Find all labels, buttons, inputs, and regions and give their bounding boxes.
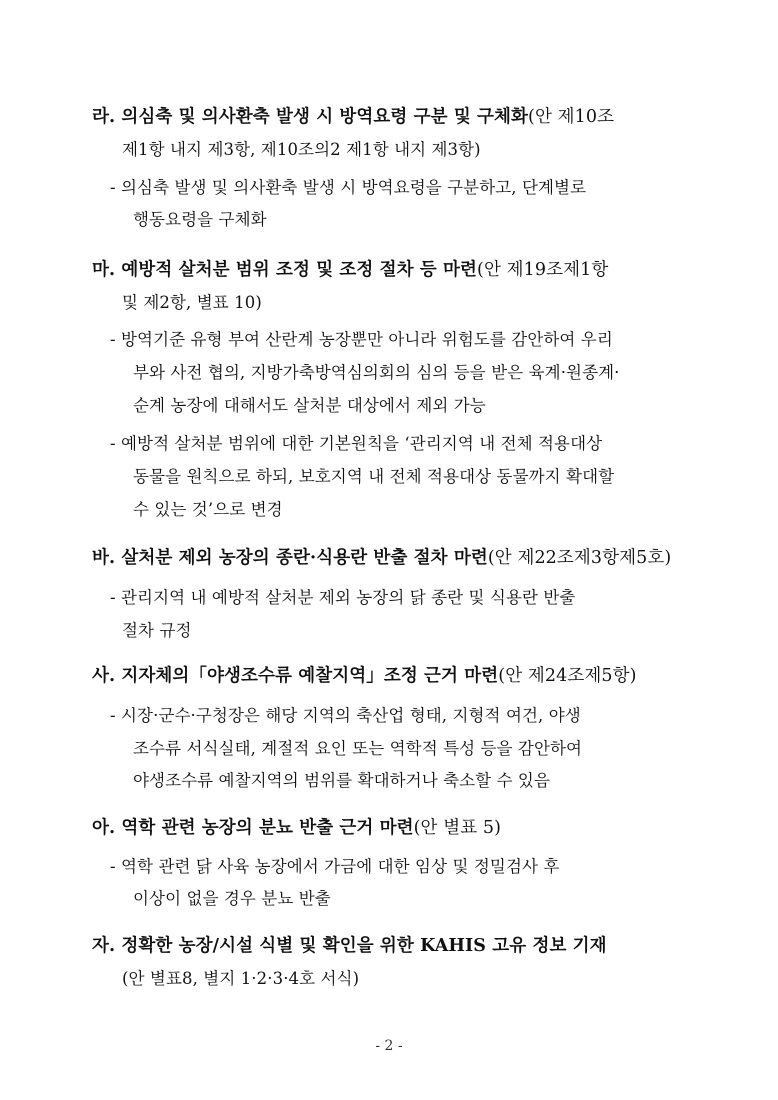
heading-title: 마. 예방적 살처분 범위 조정 및 조정 절차 등 마련	[92, 260, 478, 280]
heading-continuation: 제1항 내지 제3항, 제10조의2 제1항 내지 제3항)	[122, 140, 481, 159]
heading-title: 아. 역학 관련 농장의 분뇨 반출 근거 마련	[92, 818, 414, 838]
heading-title: 자. 정확한 농장/시설 식별 및 확인을 위한 KAHIS 고유 정보 기재	[92, 936, 607, 956]
bullet-line: 수 있는 것’으로 변경	[133, 500, 283, 519]
heading-title: 사. 지자체의「야생조수류 예찰지역」조정 근거 마련	[92, 666, 499, 686]
heading-title: 바. 살처분 제외 농장의 종란·식용란 반출 절차 마련	[92, 548, 488, 568]
bullet-line: - 방역기준 유형 부여 산란계 농장뿐만 아니라 위험도를 감안하여 우리	[110, 330, 613, 349]
bullet-line: - 역학 관련 닭 사육 농장에서 가금에 대한 임상 및 정밀검사 후	[110, 857, 560, 876]
section-heading-ba	[92, 546, 671, 570]
bullet-line: 야생조수류 예찰지역의 범위를 확대하거나 축소할 수 있음	[133, 771, 551, 790]
bullet-line: 동물을 원칙으로 하되, 보호지역 내 전체 적용대상 동물까지 확대할	[133, 467, 615, 486]
bullet-line: 부와 사전 협의, 지방가축방역심의회의 심의 등을 받은 육계·원종계·	[133, 363, 620, 382]
bullet-line: - 의심축 발생 및 의사환축 발생 시 방역요령을 구분하고, 단계별로	[110, 178, 587, 197]
heading-reference: (안 제22조제3항제5호)	[487, 548, 672, 568]
bullet-line: - 관리지역 내 예방적 살처분 제외 농장의 닭 종란 및 식용란 반출	[110, 588, 576, 607]
heading-reference: (안 제10조	[528, 107, 615, 127]
bullet-line: 절차 규정	[122, 621, 192, 640]
heading-reference: (안 제24조제5항)	[498, 666, 637, 686]
bullet-line: 순계 농장에 대해서도 살처분 대상에서 제외 가능	[133, 396, 486, 415]
section-heading-sa	[92, 664, 637, 688]
bullet-line: 이상이 없을 경우 분뇨 반출	[133, 889, 331, 908]
page-number: - 2 -	[375, 1038, 403, 1054]
heading-reference: (안 제19조제1항	[477, 260, 609, 280]
section-heading-ma	[92, 258, 608, 282]
heading-continuation: (안 별표8, 별지 1·2·3·4호 서식)	[122, 969, 360, 988]
heading-reference: (안 별표 5)	[413, 818, 502, 838]
heading-title: 라. 의심축 및 의사환축 발생 시 방역요령 구분 및 구체화	[92, 107, 529, 127]
bullet-line: 행동요령을 구체화	[133, 210, 267, 229]
bullet-line: - 시장·군수·구청장은 해당 지역의 축산업 형태, 지형적 여건, 야생	[110, 706, 581, 725]
section-heading-a	[92, 816, 501, 840]
heading-continuation: 및 제2항, 별표 10)	[122, 293, 262, 312]
section-heading-ja	[92, 934, 607, 958]
bullet-line: - 예방적 살처분 범위에 대한 기본원칙을 ‘관리지역 내 전체 적용대상	[110, 434, 603, 453]
bullet-line: 조수류 서식실태, 계절적 요인 또는 역학적 특성 등을 감안하여	[133, 739, 583, 758]
section-heading-ra	[92, 105, 614, 129]
